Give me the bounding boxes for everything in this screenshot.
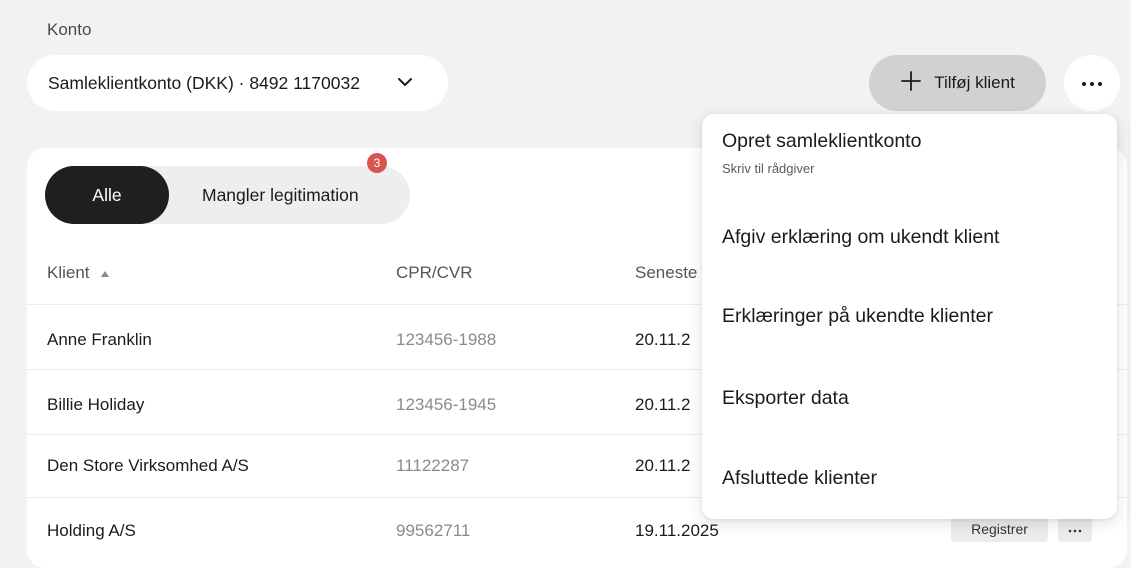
menu-item-create-collective-account[interactable]: Opret samleklientkonto xyxy=(722,130,922,152)
filter-missing-id-tab[interactable]: Mangler legitimation xyxy=(202,184,359,205)
register-button[interactable]: Registrer xyxy=(951,516,1048,542)
row-client-name[interactable]: Den Store Virksomhed A/S xyxy=(47,456,249,475)
menu-item-declare-unknown-client[interactable]: Afgiv erklæring om ukendt klient xyxy=(722,226,1000,248)
filter-segmented-control xyxy=(45,156,410,224)
row-cpr: 123456-1988 xyxy=(396,330,497,349)
column-header-client[interactable]: Klient xyxy=(47,263,110,283)
add-client-button[interactable] xyxy=(869,55,1046,111)
add-client-label: Tilføj klient xyxy=(934,73,1015,92)
row-client-name[interactable]: Holding A/S xyxy=(47,521,136,540)
row-date: 20.11.2 xyxy=(635,330,691,349)
menu-item-subtitle: Skriv til rådgiver xyxy=(722,161,815,176)
row-date: 20.11.2 xyxy=(635,456,691,475)
menu-item-unknown-client-declarations[interactable]: Erklæringer på ukendte klienter xyxy=(722,305,993,327)
menu-item-closed-clients[interactable]: Afsluttede klienter xyxy=(722,467,878,489)
plus-icon xyxy=(900,70,922,97)
filter-all-tab[interactable]: Alle xyxy=(45,166,169,224)
more-options-menu xyxy=(702,114,1117,519)
row-client-name[interactable]: Anne Franklin xyxy=(47,330,152,349)
row-date: 19.11.2025 xyxy=(635,521,719,540)
row-cpr: 99562711 xyxy=(396,521,471,540)
missing-id-count-badge: 3 xyxy=(367,153,387,173)
row-cpr: 123456-1945 xyxy=(396,395,497,414)
row-cpr: 11122287 xyxy=(396,456,470,475)
account-select-value: Samleklientkonto (DKK) · 8492 1170032 xyxy=(48,72,360,93)
more-horizontal-icon xyxy=(1080,74,1104,92)
more-horizontal-icon xyxy=(1068,520,1082,538)
menu-item-export-data[interactable]: Eksporter data xyxy=(722,387,849,409)
row-date: 20.11.2 xyxy=(635,395,691,414)
chevron-down-icon xyxy=(396,73,414,96)
column-header-cpr[interactable]: CPR/CVR xyxy=(396,263,473,282)
row-client-name[interactable]: Billie Holiday xyxy=(47,395,145,414)
column-header-latest[interactable]: Seneste xyxy=(635,263,698,282)
sort-asc-icon xyxy=(100,263,110,282)
row-more-button[interactable] xyxy=(1058,516,1092,542)
account-select[interactable] xyxy=(27,55,448,111)
more-options-button[interactable] xyxy=(1064,55,1120,111)
account-label: Konto xyxy=(47,20,92,39)
